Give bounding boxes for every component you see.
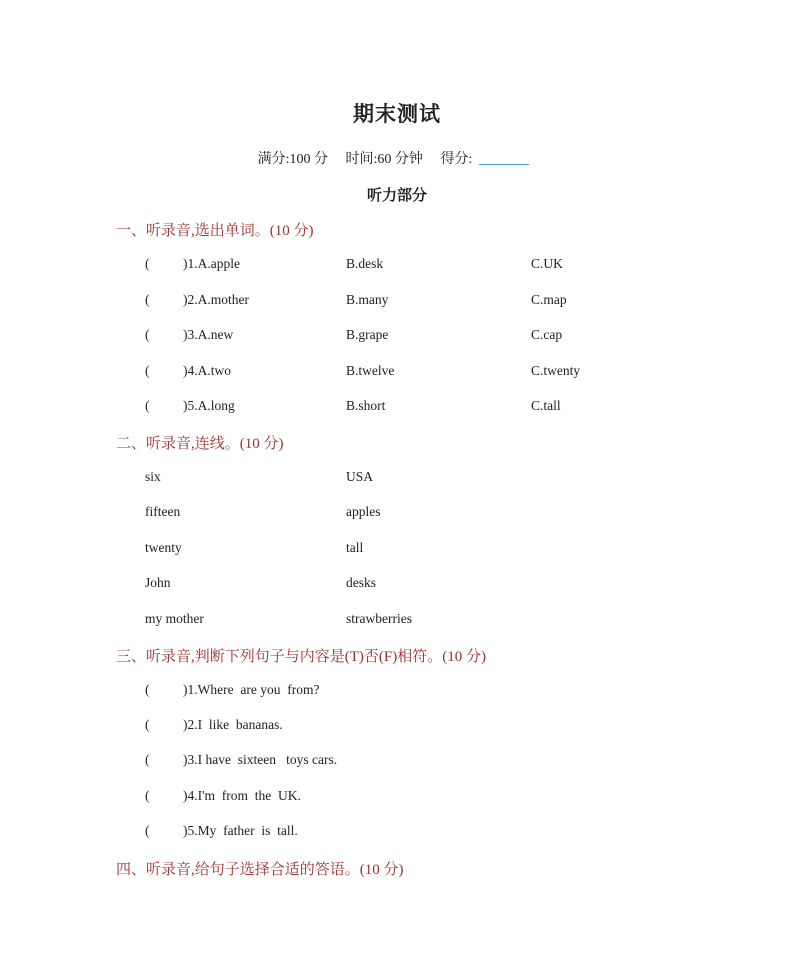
match-left: six bbox=[145, 469, 161, 484]
answer-paren: ( bbox=[145, 363, 150, 378]
option-b: B.grape bbox=[346, 327, 389, 342]
answer-paren: ( bbox=[145, 682, 150, 697]
option-a: )4.A.two bbox=[183, 363, 231, 378]
match-left: John bbox=[145, 575, 171, 590]
option-c: C.cap bbox=[531, 327, 563, 342]
exam-info bbox=[0, 148, 794, 168]
match-left: twenty bbox=[145, 540, 182, 555]
option-c: C.tall bbox=[531, 398, 561, 413]
match-right: USA bbox=[346, 469, 374, 484]
judge-row bbox=[145, 788, 301, 804]
choice-row bbox=[145, 398, 235, 414]
option-b: B.many bbox=[346, 292, 389, 307]
match-right: tall bbox=[346, 540, 364, 555]
full-marks: 满分:100 分 bbox=[257, 152, 329, 167]
choice-row bbox=[145, 256, 240, 272]
match-right: apples bbox=[346, 504, 381, 519]
match-left: my mother bbox=[145, 611, 204, 626]
section-heading-2: 二、听录音,连线。(10 分) bbox=[116, 436, 284, 452]
answer-paren: ( bbox=[145, 327, 150, 342]
judge-sentence: )5.My father is tall. bbox=[183, 823, 298, 838]
judge-row bbox=[145, 752, 337, 768]
page-title: 期末测试 bbox=[353, 102, 441, 126]
judge-sentence: )2.I like bananas. bbox=[183, 717, 283, 732]
answer-paren: ( bbox=[145, 256, 150, 271]
part-heading: 听力部分 bbox=[366, 188, 427, 204]
match-right: desks bbox=[346, 575, 376, 590]
time-limit: 时间:60 分钟 bbox=[345, 152, 423, 167]
judge-sentence: )1.Where are you from? bbox=[183, 682, 320, 697]
judge-row bbox=[145, 682, 319, 698]
section-heading-4: 四、听录音,给句子选择合适的答语。(10 分) bbox=[116, 862, 404, 878]
option-a: )5.A.long bbox=[183, 398, 235, 413]
option-b: B.twelve bbox=[346, 363, 395, 378]
choice-row bbox=[145, 292, 249, 308]
score-label: 得分: bbox=[440, 152, 473, 167]
choice-row bbox=[145, 363, 231, 379]
section-heading-1: 一、听录音,选出单词。(10 分) bbox=[116, 223, 314, 239]
choice-row bbox=[145, 327, 233, 343]
answer-paren: ( bbox=[145, 398, 150, 413]
option-b: B.desk bbox=[346, 256, 384, 271]
score-blank[interactable] bbox=[479, 150, 529, 165]
match-right: strawberries bbox=[346, 611, 412, 626]
answer-paren: ( bbox=[145, 292, 150, 307]
judge-row bbox=[145, 823, 298, 839]
judge-sentence: )3.I have sixteen toys cars. bbox=[183, 752, 338, 767]
match-left: fifteen bbox=[145, 504, 181, 519]
option-a: )1.A.apple bbox=[183, 256, 240, 271]
option-c: C.map bbox=[531, 292, 567, 307]
judge-row bbox=[145, 717, 283, 733]
answer-paren: ( bbox=[145, 752, 150, 767]
judge-sentence: )4.I'm from the UK. bbox=[183, 788, 301, 803]
option-c: C.UK bbox=[531, 256, 563, 271]
answer-paren: ( bbox=[145, 823, 150, 838]
score-field bbox=[440, 152, 536, 167]
option-a: )3.A.new bbox=[183, 327, 234, 342]
option-c: C.twenty bbox=[531, 363, 581, 378]
section-heading-3: 三、听录音,判断下列句子与内容是(T)否(F)相符。(10 分) bbox=[116, 649, 486, 665]
option-b: B.short bbox=[346, 398, 386, 413]
answer-paren: ( bbox=[145, 717, 150, 732]
answer-paren: ( bbox=[145, 788, 150, 803]
option-a: )2.A.mother bbox=[183, 292, 249, 307]
